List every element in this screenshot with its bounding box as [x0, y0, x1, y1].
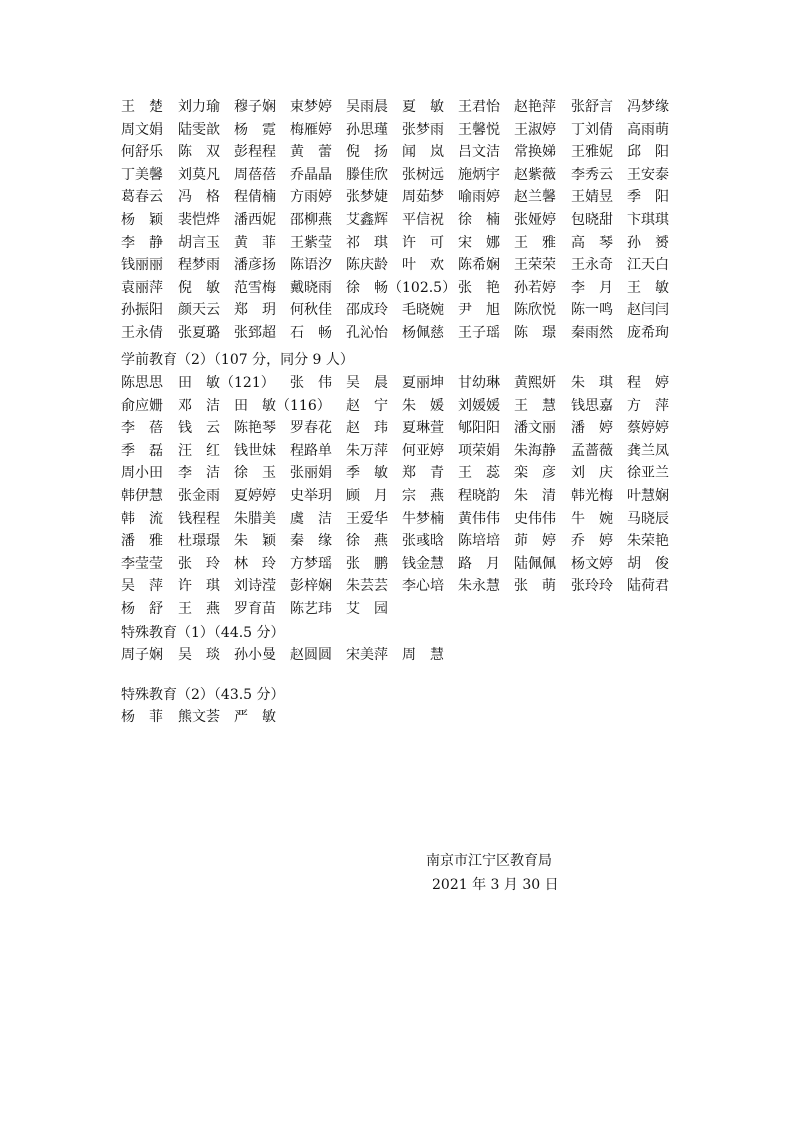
name-cell: 王安泰 — [627, 166, 669, 183]
name-cell: 喻雨婷 — [458, 189, 500, 206]
name-cell: 栾 彦 — [514, 465, 556, 482]
name-cell: 夏琳萱 — [402, 420, 444, 437]
name-cell: 孟蔷薇 — [571, 442, 613, 459]
name-cell: 张梦婕 — [346, 189, 388, 206]
name-cell: 庞希珣 — [627, 325, 669, 341]
name-cell: 邓 洁 — [178, 397, 220, 414]
name-cell: 张树远 — [402, 166, 444, 183]
name-cell: 朱腊美 — [234, 510, 276, 527]
name-cell: 王馨悦 — [458, 121, 500, 138]
name-cell: 秦雨然 — [571, 325, 613, 341]
name-cell: 胡言玉 — [178, 234, 220, 251]
name-cell: 冯 格 — [178, 189, 220, 206]
name-cell: 卞琪琪 — [627, 212, 669, 228]
name-cell: 郑 玥 — [234, 302, 276, 319]
name-cell: 史举玥 — [290, 488, 332, 504]
name-cell: 邵柳燕 — [290, 212, 332, 228]
name-row — [0, 485, 800, 507]
name-cell: 路 月 — [458, 555, 500, 572]
name-row — [0, 440, 800, 462]
name-cell: 朱 琪 — [571, 375, 613, 391]
name-cell: 杜璟璟 — [178, 533, 220, 550]
name-cell: 郇阳阳 — [458, 420, 500, 437]
name-cell: 李莹莹 — [121, 555, 163, 572]
name-cell: 季 磊 — [121, 442, 163, 459]
name-cell: 高 琴 — [571, 234, 613, 251]
name-cell: 艾 园 — [346, 601, 388, 617]
name-cell: 程倩楠 — [234, 189, 276, 206]
name-cell: 陈欣悦 — [514, 302, 556, 319]
name-cell: 李 洁 — [178, 465, 220, 482]
name-cell: 潘 婷 — [571, 420, 613, 437]
section-heading-special-1: 特殊教育（1）（44.5 分） — [121, 625, 285, 641]
name-cell: 徐 楠 — [458, 212, 500, 228]
name-cell: 杨 颖 — [121, 212, 163, 228]
name-cell: 程 婷 — [627, 375, 669, 391]
name-cell: 黄 蕾 — [290, 144, 332, 161]
name-cell: 周文娟 — [121, 121, 163, 138]
name-cell: 夏丽坤 — [402, 375, 444, 391]
name-cell: 钱程程 — [178, 510, 220, 527]
name-cell: 甘幼琳 — [458, 375, 500, 391]
name-cell: 程晓韵 — [458, 488, 500, 504]
name-cell: 王 楚 — [121, 99, 163, 115]
name-cell: 张玲玲 — [571, 578, 613, 595]
name-cell: 王 敏 — [627, 279, 669, 296]
name-cell: 邱 阳 — [627, 144, 669, 161]
name-cell: 吴 晨 — [346, 375, 388, 391]
name-cell: 陈 双 — [178, 144, 220, 161]
name-cell: 韩光梅 — [571, 488, 613, 504]
name-cell: 孙若婷 — [514, 279, 556, 296]
name-cell: 潘 雅 — [121, 533, 163, 550]
name-row — [0, 164, 800, 186]
name-cell: 李 月 — [571, 279, 613, 296]
section-heading-special-2: 特殊教育（2）（43.5 分） — [121, 687, 285, 703]
name-cell: 包晓甜 — [571, 212, 613, 228]
name-cell: 徐 燕 — [346, 533, 388, 550]
name-cell: 何秋佳 — [290, 302, 332, 319]
name-cell: 许 琪 — [178, 578, 220, 595]
name-cell: 韩伊慧 — [121, 488, 163, 504]
name-cell: 杨 舒 — [121, 601, 163, 617]
name-cell: 滕佳欣 — [346, 166, 388, 183]
name-cell: 叶 欢 — [402, 257, 444, 274]
name-row — [0, 598, 800, 620]
name-cell: 平信祝 — [402, 212, 444, 228]
issuer-org: 南京市江宁区教育局 — [426, 853, 552, 869]
name-cell: 张舒言 — [571, 99, 613, 115]
name-cell: 刘诗滢 — [234, 578, 276, 595]
name-cell: 赵紫薇 — [514, 166, 556, 183]
name-cell: 范雪梅 — [234, 279, 276, 296]
name-cell: 王君怡 — [458, 99, 500, 115]
name-row — [0, 417, 800, 439]
name-cell: 陈庆龄 — [346, 257, 388, 274]
name-cell: 艾鑫辉 — [346, 212, 388, 228]
name-cell: 吴 萍 — [121, 578, 163, 595]
name-cell: 严 敏 — [234, 709, 276, 725]
name-cell: 倪 敏 — [178, 279, 220, 296]
name-cell: 袁丽萍 — [121, 279, 163, 296]
name-cell: 朱永慧 — [458, 578, 500, 595]
name-cell: 孙 赟 — [627, 234, 669, 251]
name-cell: 夏 敏 — [402, 99, 444, 115]
name-cell: 潘西妮 — [234, 212, 276, 228]
name-cell: 周子娴 — [121, 647, 163, 663]
name-cell: 王永奇 — [571, 257, 613, 274]
name-cell: 林 玲 — [234, 555, 276, 572]
name-cell: 李 蓓 — [121, 420, 163, 437]
name-row — [0, 232, 800, 254]
name-cell: 吴雨晨 — [346, 99, 388, 115]
name-cell: 陈艳琴 — [234, 420, 276, 437]
name-cell: 丁美馨 — [121, 166, 163, 183]
name-cell: 刘 庆 — [571, 465, 613, 482]
name-row — [0, 209, 800, 231]
name-cell: 王 蕊 — [458, 465, 500, 482]
name-cell: 蔡婷婷 — [627, 420, 669, 437]
name-cell: 钱丽丽 — [121, 257, 163, 274]
name-cell: 杨佩慈 — [402, 325, 444, 341]
name-cell: 宋美萍 — [346, 647, 388, 663]
name-row — [0, 644, 800, 666]
issue-date: 2021 年 3 月 30 日 — [432, 877, 559, 893]
name-cell: 倪 扬 — [346, 144, 388, 161]
name-cell: 刘莫凡 — [178, 166, 220, 183]
name-cell: 郑 青 — [402, 465, 444, 482]
name-cell: 钱 云 — [178, 420, 220, 437]
name-row — [0, 462, 800, 484]
name-cell: 张丽娟 — [290, 465, 332, 482]
name-cell: 孙思瑾 — [346, 121, 388, 138]
name-cell: 施炳宇 — [458, 166, 500, 183]
name-cell: 祁 琪 — [346, 234, 388, 251]
name-cell: 朱荣艳 — [627, 533, 669, 550]
name-cell: 彭梓娴 — [290, 578, 332, 595]
name-cell: 陆雯歆 — [178, 121, 220, 138]
name-cell: 梅雁婷 — [290, 121, 332, 138]
name-cell: 黄熙妍 — [514, 375, 556, 391]
name-row — [0, 553, 800, 575]
name-row — [0, 141, 800, 163]
name-cell: 王淑婷 — [514, 121, 556, 138]
name-row — [0, 277, 800, 299]
name-cell: 李 静 — [121, 234, 163, 251]
name-cell: 陈艺玮 — [290, 601, 332, 617]
name-cell: 陆佩佩 — [514, 555, 556, 572]
name-cell: 乔 婷 — [571, 533, 613, 550]
name-cell: 吕文洁 — [458, 144, 500, 161]
name-cell: 朱万萍 — [346, 442, 388, 459]
name-cell: 季 敏 — [346, 465, 388, 482]
name-cell: 刘力瑜 — [178, 99, 220, 115]
name-cell: 杨 霓 — [234, 121, 276, 138]
name-row — [0, 530, 800, 552]
name-cell: 牛 婉 — [571, 510, 613, 527]
name-cell: 方 萍 — [627, 397, 669, 414]
name-cell: 张 伟 — [290, 375, 332, 391]
name-cell: 朱 媛 — [402, 397, 444, 414]
name-cell: 徐亚兰 — [627, 465, 669, 482]
name-cell: 张 萌 — [514, 578, 556, 595]
name-cell: 彭程程 — [234, 144, 276, 161]
name-cell: 何舒乐 — [121, 144, 163, 161]
name-cell: 葛春云 — [121, 189, 163, 206]
name-row — [0, 395, 800, 417]
name-cell: 陈思思 — [121, 375, 163, 391]
name-cell: 朱海静 — [514, 442, 556, 459]
name-cell: 陈培培 — [458, 533, 500, 550]
name-cell: 夏婷婷 — [234, 488, 276, 504]
name-cell: 赵兰馨 — [514, 189, 556, 206]
name-cell: 张金雨 — [178, 488, 220, 504]
name-cell: 周 慧 — [402, 647, 444, 663]
name-cell: 常换娣 — [514, 144, 556, 161]
name-row — [0, 119, 800, 141]
name-cell: 张郅超 — [234, 325, 276, 341]
name-cell: 李秀云 — [571, 166, 613, 183]
name-cell: 王子瑶 — [458, 325, 500, 341]
name-cell: 顾 月 — [346, 488, 388, 504]
name-cell: 王 慧 — [514, 397, 556, 414]
name-cell: 许 可 — [402, 234, 444, 251]
name-row — [0, 575, 800, 597]
name-cell: 张 玲 — [178, 555, 220, 572]
name-cell: 朱 颖 — [234, 533, 276, 550]
name-cell: 张娅婷 — [514, 212, 556, 228]
name-cell: 汪 红 — [178, 442, 220, 459]
name-cell: 熊文荟 — [178, 709, 220, 725]
name-cell: 吴 琰 — [178, 647, 220, 663]
name-cell: 颜天云 — [178, 302, 220, 319]
name-cell: 宗 燕 — [402, 488, 444, 504]
name-cell: 毛晓婉 — [402, 302, 444, 319]
name-cell: 程梦雨 — [178, 257, 220, 274]
name-cell: 秦 缘 — [290, 533, 332, 550]
name-cell: 陈希娴 — [458, 257, 500, 274]
name-cell: 方雨婷 — [290, 189, 332, 206]
name-cell: 陈 璟 — [514, 325, 556, 341]
name-cell: 虞 洁 — [290, 510, 332, 527]
name-cell: 牛梦楠 — [402, 510, 444, 527]
name-cell: 周蓓蓓 — [234, 166, 276, 183]
name-cell: 赵圆圆 — [290, 647, 332, 663]
name-cell: 俞应姗 — [121, 397, 163, 414]
name-cell: 宋 娜 — [458, 234, 500, 251]
name-cell: 朱 清 — [514, 488, 556, 504]
name-cell: 尹 旭 — [458, 302, 500, 319]
name-cell: 周茹梦 — [402, 189, 444, 206]
name-cell: 史伟伟 — [514, 510, 556, 527]
name-cell: 潘彦扬 — [234, 257, 276, 274]
name-cell: 朱芸芸 — [346, 578, 388, 595]
name-row — [0, 706, 800, 728]
name-cell: 孔沁怡 — [346, 325, 388, 341]
name-cell: 冯梦缘 — [627, 99, 669, 115]
name-cell: 何亚婷 — [402, 442, 444, 459]
name-cell: 戴晓雨 — [290, 279, 332, 296]
name-cell: 孙小曼 — [234, 647, 276, 663]
name-cell: 张 艳 — [458, 279, 500, 296]
name-cell: 潘文丽 — [514, 420, 556, 437]
name-cell: 赵艳萍 — [514, 99, 556, 115]
name-cell: 罗春花 — [290, 420, 332, 437]
name-cell: 穆子娴 — [234, 99, 276, 115]
name-cell: 杨文婷 — [571, 555, 613, 572]
name-cell: 张 鹏 — [346, 555, 388, 572]
name-cell: 田 敏（116） — [234, 397, 331, 414]
name-cell: 王 燕 — [178, 601, 220, 617]
name-cell: 王紫莹 — [290, 234, 332, 251]
name-cell: 杨 菲 — [121, 709, 163, 725]
name-cell: 黄伟伟 — [458, 510, 500, 527]
name-cell: 张夏璐 — [178, 325, 220, 341]
name-cell: 乔晶晶 — [290, 166, 332, 183]
name-row — [0, 254, 800, 276]
name-cell: 方梦瑶 — [290, 555, 332, 572]
name-cell: 束梦婷 — [290, 99, 332, 115]
name-cell: 陈一鸣 — [571, 302, 613, 319]
name-cell: 龚兰凤 — [627, 442, 669, 459]
name-cell: 赵 玮 — [346, 420, 388, 437]
name-cell: 高雨萌 — [627, 121, 669, 138]
name-cell: 张梦雨 — [402, 121, 444, 138]
name-cell: 丁刘倩 — [571, 121, 613, 138]
name-row — [0, 96, 800, 118]
name-cell: 徐 畅（102.5） — [346, 279, 457, 296]
name-cell: 韩 流 — [121, 510, 163, 527]
name-cell: 项荣娟 — [458, 442, 500, 459]
name-cell: 赵 宁 — [346, 397, 388, 414]
name-cell: 叶慧娴 — [627, 488, 669, 504]
name-cell: 王荣荣 — [514, 257, 556, 274]
name-row — [0, 508, 800, 530]
name-cell: 李心培 — [402, 578, 444, 595]
name-cell: 王雅妮 — [571, 144, 613, 161]
name-cell: 王永倩 — [121, 325, 163, 341]
name-cell: 田 敏（121） — [178, 375, 275, 391]
name-cell: 邵成玲 — [346, 302, 388, 319]
name-cell: 张彧晗 — [402, 533, 444, 550]
name-cell: 周小田 — [121, 465, 163, 482]
name-row — [0, 372, 800, 394]
section-heading-preschool-2: 学前教育（2）（107 分，同分 9 人） — [121, 352, 354, 368]
name-row — [0, 299, 800, 321]
name-cell: 钱金慧 — [402, 555, 444, 572]
name-cell: 刘媛媛 — [458, 397, 500, 414]
name-cell: 王爱华 — [346, 510, 388, 527]
name-cell: 孙振阳 — [121, 302, 163, 319]
name-cell: 徐 玉 — [234, 465, 276, 482]
name-cell: 陆荷君 — [627, 578, 669, 595]
name-cell: 石 畅 — [290, 325, 332, 341]
name-cell: 程路单 — [290, 442, 332, 459]
name-cell: 王婧昱 — [571, 189, 613, 206]
name-cell: 钱思嘉 — [571, 397, 613, 414]
name-cell: 王 雅 — [514, 234, 556, 251]
name-cell: 裴恺烨 — [178, 212, 220, 228]
name-cell: 闻 岚 — [402, 144, 444, 161]
name-cell: 赵闫闫 — [627, 302, 669, 319]
name-row — [0, 322, 800, 344]
name-cell: 陈语汐 — [290, 257, 332, 274]
name-cell: 季 阳 — [627, 189, 669, 206]
name-cell: 罗育苗 — [234, 601, 276, 617]
name-cell: 茆 婷 — [514, 533, 556, 550]
name-cell: 马晓辰 — [627, 510, 669, 527]
name-cell: 胡 俊 — [627, 555, 669, 572]
name-row — [0, 186, 800, 208]
name-cell: 黄 菲 — [234, 234, 276, 251]
name-cell: 钱世妹 — [234, 442, 276, 459]
name-cell: 江天白 — [627, 257, 669, 274]
